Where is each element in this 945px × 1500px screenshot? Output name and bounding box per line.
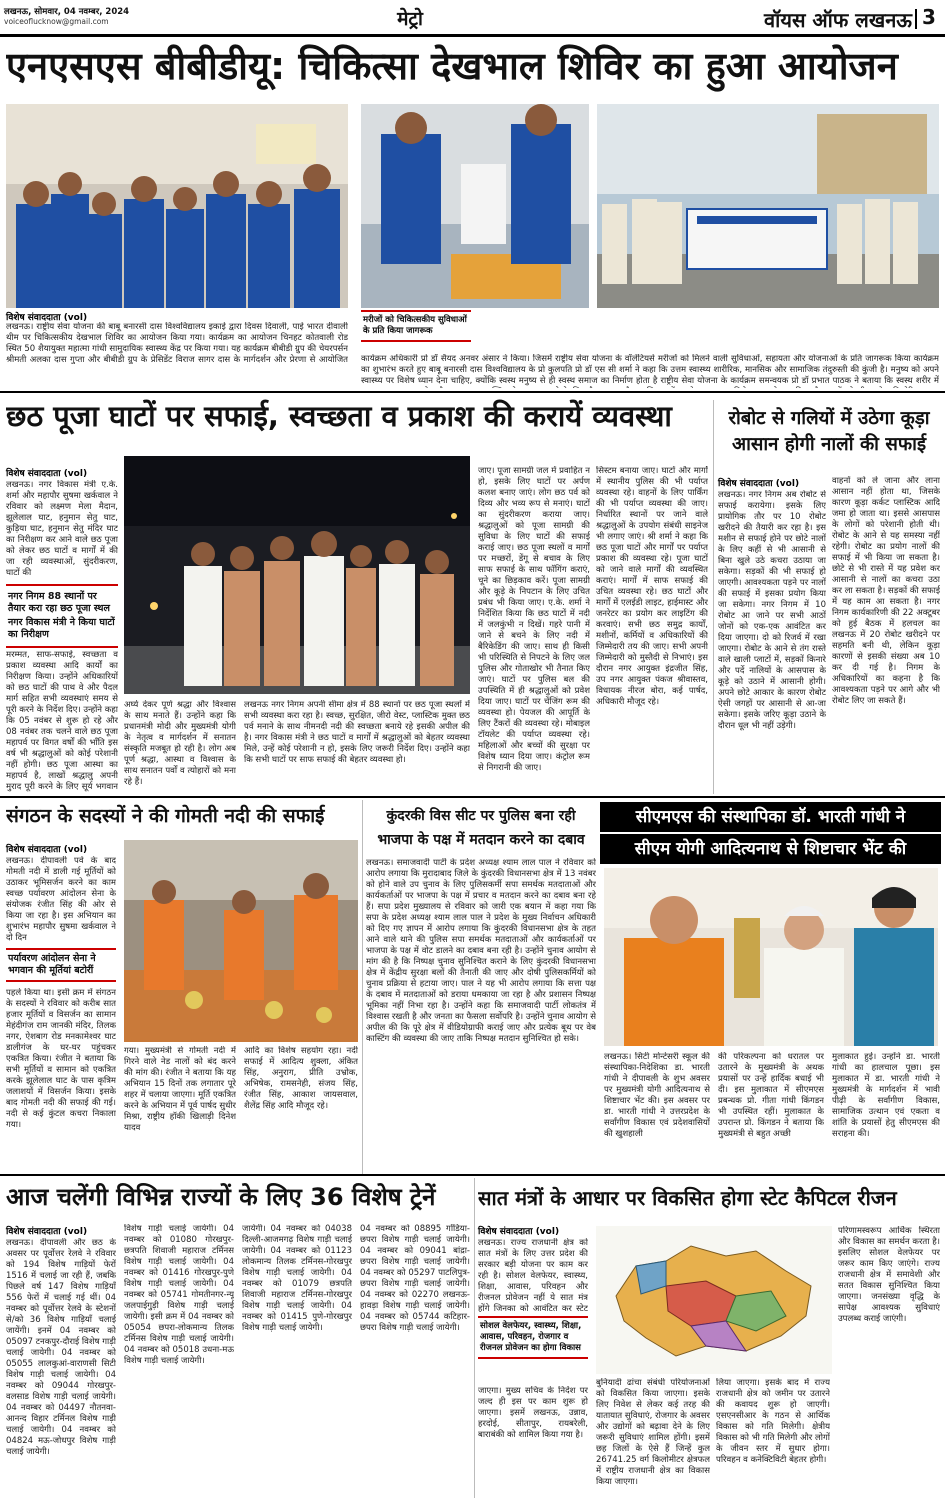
story8-headline: सात मंत्रों के आधार पर विकसित होगा स्टेट कैपिटल रीजन — [478, 1186, 897, 1210]
paper-name: वॉयस ऑफ लखनऊ — [764, 8, 912, 32]
nss-banner-group-photo — [597, 104, 939, 308]
col-divider — [713, 400, 714, 794]
story4-headline: संगठन के सदस्यों ने की गोमती नदी की सफाई — [6, 805, 325, 827]
story6-col3: मुलाकात हुई। उन्होंने डा. भारती गांधी का हालचाल पूछा। इस मुलाकात में डा. भारती गांधी ने मुख्यमंत्री के मार्गदर्शन में भावी पीढ़ी के सर्वांगीण विकास, सामाजिक उत्थान एवं एकता व शांति के प्रयासों हेतु सीएमएस की सराहना की। — [832, 1052, 940, 1139]
page-number: 3 — [922, 5, 936, 29]
story6-headline-2: सीएम योगी आदित्यनाथ से शिष्टाचार भेंट की — [600, 834, 941, 864]
story4-under-photo-2: आदि का विशेष सहयोग रहा। नदी सफाई में आदित्य शुक्ला, अंकित सिंह, अनुराग, प्रीति उभ्रोक, अभिषेक, रामसनेही, संजय सिंह, रंजीत सिंह, आकाश जायसवाल, शैलेंद्र सिंह आदि मौजूद रहे। — [244, 1046, 358, 1111]
rule-2 — [0, 796, 945, 798]
story8-col1: लखनऊ। राज्य राजधानी क्षेत्र को सात मंत्रों के लिए उत्तर प्रदेश की सरकार बड़ी योजना पर काम कर रही है। सोशल वेलफेयर, स्वास्थ्य, शिक्षा, आवास, परिवहन और रीजनल प्रोवेजन नहीं ये सात मंत्र होंगे जिनका को आवंटित कर स्टेट — [478, 1238, 588, 1312]
story2-pull-item: नगर निगम 88 स्थानों पर तैयार करा रहा छठ पूजा स्थल — [8, 591, 110, 614]
story2-col1-top: लखनऊ। नगर विकास मंत्री ए.के. शर्मा और महापौर सुषमा खर्कवाल ने रविवार को लक्ष्मण मेला मैदान, झूलेलाल घाट, हनुमान सेतु घाट, कुड़िया घाट, हनुमान सेतु मंदिर घाट का निरीक्षण कर आने वाले छठ पूजा को लेकर छठ घाटों व मार्गों में की जा रही व्यवस्थाओं, सुंदरीकरण, घाटों की — [6, 480, 118, 578]
state-capital-region-map — [596, 1226, 832, 1374]
story2-headline: छठ पूजा घाटों पर सफाई, स्वच्छता व प्रकाश की करायें व्यवस्था — [6, 399, 672, 433]
masthead-divider — [915, 9, 917, 29]
story4-pullquote: पर्यावरण आंदोलन सेना ने भगवान की मूर्तियां बटोरीं — [6, 948, 116, 982]
story2-col4: सिस्टम बनाया जाए। घाटों और मार्गों में स्थानीय पुलिस की भी पर्याप्त व्यवस्था रहे। वाहनों के लिए पार्किंग की भी पर्याप्त व्यवस्था की जाए। निर्धारित स्थानों पर जाने वाले श्रद्धालुओं के उपयोग संबंधी साइनेज भी लगाए जाएं। श्री शर्मा ने कहा कि छठ पूजा घाटों और मार्गों पर पर्याप्त प्रकाश की व्यवस्था रहे। पूजा घाटों को जाने वाले मार्गों की व्यवस्थित कराएं। मार्गों में साफ सफाई की उचित व्यवस्था रहे। छठ घाटों और मार्गों में एलईडी लाइट, हाईमास्ट और जनरेटर का प्रयोग कर लाइटिंग की करवाएं। सभी छठ समुद्र कार्यों, मशीनों, कर्मियों व अधिकारियों की जिम्मेदारी तय की जाए। सभी अपनी जिम्मेदारी को मुस्तैदी से निभाएं। इस दौरान नगर आयुक्त इंद्रजीत सिंह, उप नगर आयुक्त पंकज श्रीवास्तव, विधायक नीरज बोरा, कई पार्षद, अधिकारी मौजूद रहे। — [596, 466, 708, 707]
story7-col2: विशेष गाड़ी चलाई जायेगी। 04 नवम्बर को 01080 गोरखपुर-छत्रपति शिवाजी महाराज टर्मिनस विशेष गाड़ी चलाई जायेगी। 04 नवम्बर को 01416 गोरखपुर-पुणे विशेष गाड़ी चलाई जायेगी। 04 नवम्बर को 05741 गोमतीनगर-न्यू जलपाईगुड़ी विशेष गाड़ी चलाई जायेगी। इसी क्रम में 04 नवम्बर को 05054 छपरा-लोकमान्य तिलक टर्मिनस विशेष गाड़ी चलाई जायेगी। 04 नवम्बर को 05018 उधना-मऊ विशेष गाड़ी चलाई जायेगी। — [124, 1224, 234, 1366]
story3-headline-2: आसान होगी नालों की सफाई — [731, 434, 927, 455]
story5-headline-1: कुंदरकी विस सीट पर पुलिस बना रही — [386, 808, 576, 824]
story8-byline: विशेष संवाददाता (vol) — [478, 1227, 560, 1237]
rule-1 — [0, 391, 945, 393]
story6-headline-1: सीएमएस की संस्थापिका डॉ. भारती गांधी ने — [600, 802, 941, 832]
masthead-rule — [0, 34, 945, 37]
col-divider — [362, 800, 363, 1174]
masthead-date — [4, 6, 204, 26]
story1-pullquote: मरीजों को चिकित्सकीय सुविधाओं के प्रति किया जागरूक — [361, 310, 471, 342]
story8-col2: बुनियादी ढांचा संबंधी परियोजनाओं को विकसित किया जाएगा। इसके लिए निवेश से लेकर कई तरह की यातायात सुविधाएं, रोजगार के अवसर और उद्योगों को बढ़ावा देने के लिए जरूरी सुविधाएं शामिल होंगी। इसमें छह जिलों के ऐसे हैं जिन्हें कुल 26741.25 वर्ग किलोमीटर क्षेत्रफल में राष्ट्रीय राजधानी क्षेत्र का विकास किया जाएगा। — [596, 1378, 710, 1487]
story7-byline: विशेष संवाददाता (vol) — [6, 1227, 88, 1237]
patient-checkup-photo — [361, 104, 589, 308]
rule-3 — [0, 1174, 945, 1176]
chhath-ghat-inspection-photo — [124, 456, 470, 694]
story6-col2: की परिकल्पना को धरातल पर उतारने के मुख्यमंत्री के अथक प्रयासों पर उन्हें हार्दिक बधाई भी दी। इस मुलाकात में सीएमएस प्रबन्धक प्रो. गीता गांधी किंगडन भी उपस्थित रहीं। मुलाकात के उपरान्त प्रो. किंगडन ने बताया कि मुख्यमंत्री से बहुत अच्छी — [718, 1052, 824, 1139]
story2-pullquote — [6, 584, 118, 648]
story7-col1: लखनऊ। दीपावली और छठ के अवसर पर पूर्वोत्तर रेलवे ने रविवार को 194 विशेष गाड़ियों फेरों 1516 में चलाई जा रही हैं, जबकि पिछले वर्ष 147 विशेष गाड़ियाँ 556 फेरों में चलाई गई थीं। 04 नवम्बर को पूर्वोत्तर रेलवे के स्टेशनों से/को 36 विशेष गाड़ियाँ चलाई जायेंगी। इनमें 04 नवम्बर को 05097 टनकपुर-दौराई विशेष गाड़ी चलाई जायेगी। 04 नवम्बर को 05055 लालकुआं-वाराणसी सिटी विशेष गाड़ी चलाई जायेगी। 04 नवम्बर को 09044 गोरखपुर-वलसाड विशेष गाड़ी चलाई जायेगी। 04 नवम्बर को 04497 नौतनवा-आनन्द विहार टर्मिनल विशेष गाड़ी चलाई जायेगी। 04 नवम्बर को 04824 मऊ-जोधपुर विशेष गाड़ी चलाई जायेगी। — [6, 1238, 116, 1457]
section-title: मेट्रो — [397, 8, 423, 30]
story5-headline-2: भाजपा के पक्ष में मतदान करने का दबाव — [377, 832, 585, 848]
date-line: लखनऊ, सोमवार, 04 नवम्बर, 2024 — [4, 7, 130, 17]
story2-under-photo-2: लखनऊ नगर निगम अपनी सीमा क्षेत्र में 88 स्थानों पर छठ पूजा स्थलों में सभी व्यवस्था करा रहा है। स्वच्छ, सुरक्षित, जीरो वेस्ट, प्लास्टिक मुक्त छठ पर्व मनाने के साथ नीमनदी नदी की स्वच्छता बनाये रहे इसकी अपील की है। नगर विकास मंत्री ने छठ घाटों व मार्गों में श्रद्धालुओं को बेहतर व्यवस्था मिले, उन्हें कोई परेशानी न हो, इसके लिए जरूरी निर्देश दिए। उन्होंने कहा कि सभी घाटों पर साफ सफाई की बेहतर व्यवस्था हो। — [244, 700, 470, 765]
col-divider — [474, 1178, 475, 1498]
gomti-cleaning-photo — [124, 840, 358, 1042]
story2-byline: विशेष संवाददाता (vol) — [6, 469, 88, 479]
story8-pullquote: सोशल वेलफेयर, स्वास्थ्य, शिक्षा, आवास, परिवहन, रोजगार व रीजनल प्रोवेजन का होगा विकास — [478, 1316, 588, 1359]
story1-headline: एनएसएस बीबीडीयू: चिकित्सा देखभाल शिविर का हुआ आयोजन — [6, 44, 898, 88]
story1-body: कार्यक्रम अधिकारी प्रो डॉ सैयद अनवर अंसार ने किया। जिसमें राष्ट्रीय सेवा योजना के वॉलेंटियर्स मरीजों को मिलने वाली सुविधाओं, सहायता और योजनाओं के प्रति जागरूक किया कार्यक्रम का शुभारंभ करते हुए बाबू बनारसी दास विश्वविद्यालय के प्रो कुलपति प्रो डॉ एस सी शर्मा ने कहा कि उत्तम स्वास्थ्य शारीरिक, मानसिक और सामाजिक तंदुरुस्ती की कुंजी है। मनुष्य को अपने स्वास्थ्य पर विशेष ध्यान देना चाहिए, क्योंकि स्वस्थ मनुष्य से ही स्वस्थ समाज का निर्माण होता है राष्ट्रीय सेवा योजना के कार्यक्रम समन्वयक प्रो डॉ प्रभात पाठक ने बताया कि स्वस्थ शरीर में — [361, 354, 939, 386]
story3-col1: लखनऊ। नगर निगम अब रोबोट से सफाई करायेगा। इसके लिए प्रायोगिक तौर पर 10 रोबोट खरीदने की तैयारी कर रहा है। इस मशीन से सफाई होने पर छोटे नालों के लिए कहीं से भी आसानी से बिना खुले उठे कचरा उठाया जा सकेगा। सड़कों की भी सफाई हो जाएगी। आवश्यकता पड़ने पर नालों की सफाई में इसका प्रयोग किया जा सकेगा। नगर निगम में 10 रोबोट आ जाने पर सभी आठों जोनों को एक-एक आवंटित कर दिया जाएगा। दो को रिजर्व में रखा जाएगा। रोबोट के आने से तंग रास्ते वाले खाली प्लाटों में, सड़कों किनारे और पर्दे नालियों के आसपास के कूड़े को उठाने में आसानी होगी। अपने छोटे आकार के कारण रोबोट ऐसी जगहों पर आसानी से आ-जा सकेगा। इसके जरिए कूड़ा उठाने के दौरान धूल भी नहीं उड़ेगी। — [718, 490, 826, 731]
story3-headline-1: रोबोट से गलियों में उठेगा कूड़ा — [728, 408, 930, 429]
story2-under-photo-1: अर्घ्य देकर पूर्ण श्रद्धा और विश्वास के साथ मनाते हैं। उन्होंने कहा कि प्रधानमंत्री मोदी और मुख्यमंत्री योगी के नेतृत्व व मार्गदर्शन में सनातन संस्कृति मजबूत हो रही है। लोग अब पूर्ण श्रद्धा, आस्था व विश्वास के साथ सनातन पर्वों व त्योहारों को मना रहे हैं। — [124, 700, 236, 787]
story7-headline: आज चलेंगी विभिन्न राज्यों के लिए 36 विशेष ट्रेनें — [6, 1183, 436, 1211]
story2-pull-item: नगर विकास मंत्री ने किया घाटों का निरीक्षण — [8, 617, 115, 640]
story3-byline: विशेष संवाददाता (vol) — [718, 479, 800, 489]
story3-col2: वाहनों को ले जाना और लाना आसान नहीं होता था, जिसके कारण कूड़ा कर्कट प्लास्टिक आदि जमा हो जाता था। इससे आसपास के लोगों को परेशानी होती थी। रोबोट के आने से यह समस्या नहीं रहेगी। रोबोट का प्रयोग नालों की सफाई में भी किया जा सकता है। छोटे से भी रास्ते में यह प्रवेश कर आसानी से नालों का कचरा उठा कर ला सकता है। सड़कों की सफाई में यह काम आ सकता है। नगर निगम कार्यकारिणी की 22 अक्टूबर को हुई बैठक में हलचल का लखनऊ में 20 रोबोट खरीदने पर सहमति बनी थी, लेकिन कूड़ा कारणों से इसकी संख्या अब 10 कर दी गई है। निगम के अधिकारियों का कहना है कि आवश्यकता पड़ने पर आगे और भी रोबोट लिए जा सकते हैं। — [832, 476, 940, 706]
story8-col1-bottom: जाएगा। मुख्य सचिव के निर्देश पर जल्द ही इस पर काम शुरू हो जाएगा। इसमें लखनऊ, उन्नाव, हरदोई, सीतापुर, रायबरेली, बाराबंकी को शामिल किया गया है। — [478, 1386, 588, 1440]
cm-meeting-photo — [604, 868, 938, 1046]
story2-col3: जाए। पूजा सामग्री जल में प्रवाहित न हो, इसके लिए घाटों पर अर्पण कलश बनाए जाएं। लोग छठ पर्व को दिव्य और भव्य रूप से मनाएं। घाटों का सुंदरीकरण कराया जाए। श्रद्धालुओं को पूजा सामग्री की सुविधा के लिए घाटों की सफाई कराई जाए। छठ पूजा स्थलों व मार्गों पर मच्छरों, डेंगू से बचाव के लिए साफ सफाई के साथ फॉगिंग कराएं, चूने का छिड़काव करें। पूजा सामग्री और कूड़े के निपटान के लिए उचित प्रबंध भी किया जाए। ए.के. शर्मा ने निर्देशित किया कि छठ घाटों में नदी में जलकुंभी न दिखें। गहरे पानी में जाने से बचने के लिए नदी में बैरिकेडिंग की जाए। साथ ही किसी भी परिस्थिति से निपटने के लिए जल पुलिस और गोताखोर भी तैनात किए जाएं। घाटों पर पुलिस बल की उपस्थिति में ही श्रद्धालुओं को प्रवेश दिया जाए। घाटों पर चेंजिंग रूम की व्यवस्था हो। पेयजल की आपूर्ति के लिए टैंकरों की व्यवस्था रहे। मोबाइल टॉयलेट की पर्याप्त व्यवस्था रहे। महिलाओं और बच्चों की सुरक्षा पर विशेष ध्यान दिया जाए। कंट्रोल रूम से निगरानी की जाए। — [478, 466, 590, 773]
story4-col1-bottom: पहले किया था। इसी क्रम में संगठन के सदस्यों ने रविवार को करीब सात हजार मूर्तियों व विसर्जन का सामान मेहंदीगंज राम जानकी मंदिर, तिलक नगर, ऐशबाग रोड मनकामेश्वर घाट डालीगंज के घर-घर पहुंचकर एकत्रित किया। रंजीत ने बताया कि सभी मूर्तियों व सामान को एकत्रित करके झूलेलाल घाट के पास कृत्रिम जलाशयों में विसर्जन किया। इसके बाद गोमती नदी की सफाई की गई। नदी से कई कुंटल कचरा निकाला गया। — [6, 988, 116, 1130]
story7-col3: जायेगी। 04 नवम्बर को 04038 दिल्ली-आजमगढ़ विशेष गाड़ी चलाई जायेगी। 04 नवम्बर को 01123 लोकमान्य तिलक टर्मिनस-गोरखपुर विशेष गाड़ी चलाई जायेगी। 04 नवम्बर को 01079 छत्रपति शिवाजी महाराज टर्मिनस-गोरखपुर विशेष गाड़ी चलाई जायेगी। 04 नवम्बर को 01415 पुणे-गोरखपुर विशेष गाड़ी चलाई जायेगी। — [242, 1224, 352, 1333]
story1-byline: विशेष संवाददाता (vol) — [6, 313, 88, 323]
story5-body: लखनऊ। समाजवादी पार्टी के प्रदेश अध्यक्ष श्याम लाल पाल ने रविवार को आरोप लगाया कि मुरादाबाद जिले के कुंदरकी विधानसभा क्षेत्र में 13 नवंबर को होने वाले उप चुनाव के लिए पुलिसकर्मी सपा समर्थक मतदाताओं और कार्यकर्ताओं पर भाजपा के पक्ष में प्रचार व मतदान करने का दबाव बना रहे हैं। सपा प्रदेश मुख्यालय से रविवार को जारी एक बयान में कहा गया कि सपा के प्रदेश अध्यक्ष श्याम लाल पाल ने प्रदेश के मुख्य निर्वाचन अधिकारी को दिए गए ज्ञापन में आरोप लगाया कि कुंदरकी विधानसभा क्षेत्र के तहत आने वाले थाने की पुलिस सपा समर्थक मतदाताओं और कार्यकर्ताओं पर भाजपा के पक्ष में वोट डालने का दबाव बना रही है। उन्होंने चुनाव आयोग से मांग की है कि निष्पक्ष चुनाव सुनिश्चित कराने के लिए कुंदरकी विधानसभा क्षेत्र में केंद्रीय सुरक्षा बलों की तैनाती की जाए और दोषी पुलिसकर्मियों को चुनाव प्रक्रिया से हटाया जाए। पाल ने यह भी आरोप लगाया कि सत्ता पक्ष के दबाव में मतदाताओं को डराया धमकाया जा रहा है और प्रशासन निष्पक्ष भूमिका नहीं निभा रहा है। उन्होंने कहा कि समाजवादी पार्टी लोकतंत्र में विश्वास रखती है और जनता का फैसला सर्वोपरि है। उन्होंने चुनाव आयोग से अपील की कि पूरे क्षेत्र में वीडियोग्राफी कराई जाए और प्रत्येक बूथ पर वेब कास्टिंग की व्यवस्था की जाए ताकि निष्पक्ष मतदान सुनिश्चित हो सके। — [366, 858, 596, 1044]
story7-col4: 04 नवम्बर को 08895 गोंडिया-छपरा विशेष गाड़ी चलाई जायेगी। 04 नवम्बर को 09041 बांद्रा-छपरा विशेष गाड़ी चलाई जायेगी। 04 नवम्बर को 05297 पाटलिपुत्र-छपरा विशेष गाड़ी चलाई जायेगी। 04 नवम्बर को 02270 लखनऊ-हावड़ा विशेष गाड़ी चलाई जायेगी। 04 नवम्बर को 05744 कटिहार-छपरा विशेष गाड़ी चलाई जायेगी। — [360, 1224, 470, 1333]
story4-under-photo-1: गया। मुख्यमंत्री से गोमती नदी में गिरने वाले नेड नालों को बंद करने की मांग की। रंजीत ने बताया कि यह अभियान 15 दिनों तक लगातार पूरे शहर में चलाया जाएगा। मूर्ति एकत्रित करने के अभियान में पूर्व पार्षद सुधीर मिश्रा, राष्ट्रीय हॉकी खिलाड़ी दिनेश यादव — [124, 1046, 236, 1133]
nss-volunteers-photo — [6, 104, 348, 308]
story4-byline: विशेष संवाददाता (vol) — [6, 845, 88, 855]
story2-col1-bottom: मरम्मत, साफ-सफाई, स्वच्छता व प्रकाश व्यवस्था आदि कार्यों का निरीक्षण किया। उन्होंने अधिकारियों को छठ घाटों की पाथ वे और पैदल मार्ग सहित सभी व्यवस्थाएं समय से पूरी करने के निर्देश दिए। उन्होंने कहा कि 05 नवंबर से शुरू हो रहे और 08 नवंबर तक चलने वाले छठ पूजा महापर्व पर विगत वर्षों की भाँति इस वर्ष भी श्रद्धालुओं को कोई परेशानी नहीं होगी। छठ पूजा आस्था का महापर्व है, लाखों श्रद्धालु अपनी मुराद पूरी करने के लिए सूर्य भगवान — [6, 650, 118, 792]
story8-col4: परिणामस्वरूप आर्थिक स्थिरता और विकास का समर्थन करता है। इसलिए सोशल वेलफेयर पर जरूर काम किए जाएंगे। राज्य राजधानी क्षेत्र में समावेशी और सतत विकास सुनिश्चित किया जाएगा। जनसंख्या वृद्धि के सापेक्ष आवश्यक सुविधाएं उपलब्ध कराई जाएंगी। — [838, 1226, 940, 1324]
story1-lead: लखनऊ। राष्ट्रीय सेवा योजना की बाबू बनारसी दास विश्वविद्यालय इकाई द्वारा दिवस दिवाली, पाई भारत दीवाली थीम पर चिकित्सकीय देखभाल शिविर का आयोजन किया गया। कार्यक्रम का आयोजन चिनहट कोतवाली रोड स्थित 50 शैयायुक्त महात्मा गांधी सामुदायिक स्वास्थ्य केंद्र पर किया गया। यह कार्यक्रम बीबीडी ग्रुप की चेयरपर्सन श्रीमती अलका दास गुप्ता और बीबीडी ग्रुप के प्रेसिडेंट विराज सागर दास के मार्गदर्शन और प्रेरणा से आयोजित — [6, 322, 348, 364]
story4-col1-top: लखनऊ। दीपावली पर्व के बाद गोमती नदी में डाली गई मूर्तियों को उठाकर भूमिसर्जन करने का काम स्वच्छ पर्यावरण आंदोलन सेना के संयोजक रंजीत सिंह की ओर से किया जा रहा है। इस अभियान का शुभारंभ महापौर सुषमा खर्कवाल ने दो दिन — [6, 856, 116, 943]
story6-col1: लखनऊ। सिटी मोन्टेसरी स्कूल की संस्थापिका-निदेशिका डा. भारती गांधी ने दीपावली के शुभ अवसर पर मुख्यमंत्री योगी आदित्यनाथ से शिष्टाचार भेंट की। इस अवसर पर डा. भारती गांधी ने उत्तरप्रदेश के सर्वांगीण विकास एवं प्रदेशवासियों की खुशहाली — [604, 1052, 710, 1139]
email: voiceoflucknow@gmail.com — [4, 17, 109, 26]
story8-col3: लिया जाएगा। इसके बाद में राज्य राजधानी क्षेत्र को जमीन पर उतारने की कवायद शुरू हो जाएगी। एसएनसीआर के गठन से आर्थिक विकास को गति मिलेगी। क्षेत्रीय विकास को भी गति मिलेगी और लोगों के जीवन स्तर में सुधार होगा। परिवहन व कनेक्टिविटी बेहतर होगी। — [716, 1378, 830, 1465]
